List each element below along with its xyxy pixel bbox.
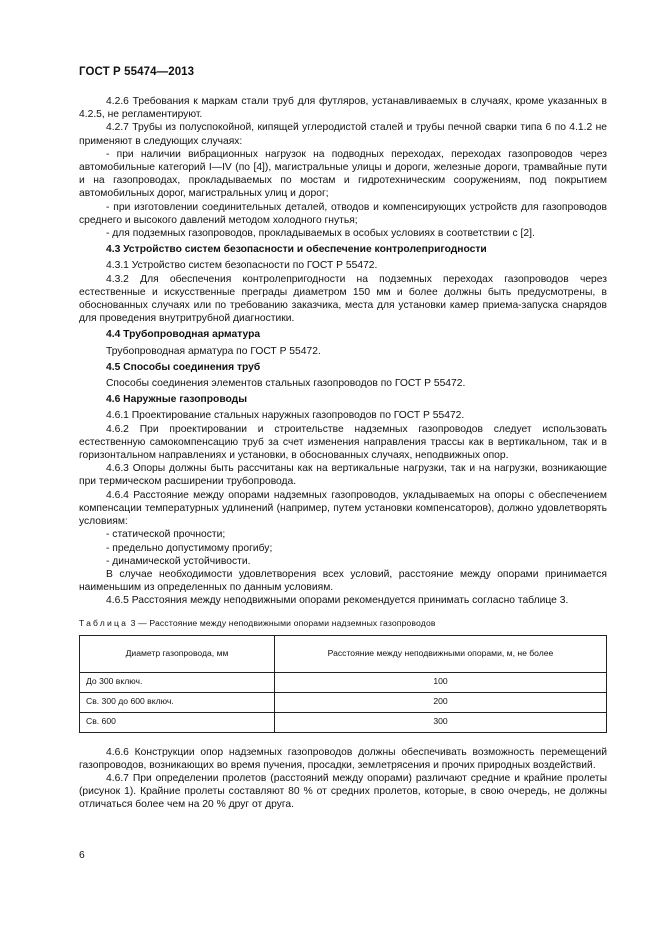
table-row <box>80 692 607 712</box>
table-row <box>80 672 607 692</box>
document-body <box>79 95 607 812</box>
column-header-diameter: Диаметр газопровода, мм <box>80 635 275 672</box>
table-cell-diameter: До 300 включ. <box>80 672 275 692</box>
page-number: 6 <box>79 850 85 861</box>
list-item: - предельно допустимому прогибу; <box>106 542 273 554</box>
supports-distance-table <box>79 635 607 733</box>
paragraph-4-6-1: 4.6.1 Проектирование стальных наружных газопроводов по ГОСТ Р 55472. <box>106 410 465 422</box>
paragraph-4-6-6: 4.6.6 Конструкции опор надземных газопроводов должны обеспечивать возможность перемещений газопроводов, возникающих во время пучения, просадки, землетрясения и прочих природных воздействий. <box>79 746 607 771</box>
table-cell-distance: 200 <box>275 692 607 712</box>
table-header-row <box>80 635 607 672</box>
section-heading-4-3: 4.3 Устройство систем безопасности и обеспечение контролепригодности <box>106 244 487 256</box>
list-item: - для подземных газопроводов, прокладываемых в особых условиях в соответствии с [2]. <box>106 228 535 240</box>
list-item: - динамической устойчивости. <box>106 555 251 567</box>
table-caption-prefix: Таблица <box>79 617 129 628</box>
section-heading-4-5: 4.5 Способы соединения труб <box>106 361 261 373</box>
list-item: - статической прочности; <box>106 529 226 541</box>
paragraph-4-6-2: 4.6.2 При проектировании и строительстве надземных газопроводов следует использовать естественную самокомпенсацию труб за счет изменения направления трассы как в вертикальном, так и в горизонтальном направлениях и установки, в обоснованных случаях, неподвижных опор. <box>79 423 607 462</box>
page-header: ГОСТ Р 55474—2013 <box>79 66 195 78</box>
paragraph-conditions: В случае необходимости удовлетворения всех условий, расстояние между опорами принимается наименьшим из определенных по данным условиям. <box>79 568 607 594</box>
after-table-section <box>79 746 607 812</box>
paragraph-4-6-3: 4.6.3 Опоры должны быть рассчитаны как на вертикальные нагрузки, так и на нагрузки, возникающие при термическом расширении трубопровода. <box>79 463 607 488</box>
paragraph-4-2-7: 4.2.7 Трубы из полуспокойной, кипящей углеродистой сталей и трубы печной сварки типа 6 по 4.1.2 не применяют в следующих случаях: <box>79 122 607 147</box>
list-item: - при наличии вибрационных нагрузок на подводных переходах, переходах газопроводов через автомобильные категорий I—IV (по [4]), магистральные улицы и дороги, железные дороги, трамвайные пути и на газопроводах, прокладываемых по мостам и гидротехническим сооружениям, под покрытием автомобильных дорог, магистральных улиц и дорог; <box>79 148 607 200</box>
list-item: - при изготовлении соединительных деталей, отводов и компенсирующих устройств для газопроводов среднего и высокого давлений методом холодного гнутья; <box>79 201 607 226</box>
table-caption <box>79 618 607 629</box>
section-heading-4-6: 4.6 Наружные газопроводы <box>106 394 248 406</box>
table-cell-distance: 300 <box>275 712 607 732</box>
table-row <box>80 712 607 732</box>
table-cell-distance: 100 <box>275 672 607 692</box>
table-cell-diameter: Св. 300 до 600 включ. <box>80 692 275 712</box>
paragraph-4-6-7: 4.6.7 При определении пролетов (расстояний между опорами) различают средние и крайние пролеты (рисунок 1). Крайние пролеты составляют 80 % от средних пролетов, которые, в свою очередь, не должны отличаться более чем на 20 % друг от друга. <box>79 772 607 811</box>
table-caption-text: 3 — Расстояние между неподвижными опорами надземных газопроводов <box>130 617 436 628</box>
column-header-distance: Расстояние между неподвижными опорами, м, не более <box>275 635 607 672</box>
paragraph-4-6-5: 4.6.5 Расстояния между неподвижными опорами рекомендуется принимать согласно таблице 3. <box>106 595 569 607</box>
table-cell-diameter: Св. 600 <box>80 712 275 732</box>
paragraph-4-4-text: Трубопроводная арматура по ГОСТ Р 55472. <box>106 345 321 357</box>
paragraph-4-3-2: 4.3.2 Для обеспечения контролепригодности на подземных переходах газопроводов через естественные и искусственные преграды диаметром 150 мм и более должны быть предусмотрены, в обоснованных случаях или по требованию заказчика, места для установки камер приема-запуска снарядов для проведения внутритрубной диагностики. <box>79 273 607 325</box>
paragraph-4-2-6: 4.2.6 Требования к маркам стали труб для футляров, устанавливаемых в случаях, кроме указанных в 4.2.5, не регламентируют. <box>79 96 607 121</box>
section-heading-4-4: 4.4 Трубопроводная арматура <box>106 329 261 341</box>
paragraph-4-3-1: 4.3.1 Устройство систем безопасности по ГОСТ Р 55472. <box>106 260 378 272</box>
paragraph-4-6-4: 4.6.4 Расстояние между опорами надземных газопроводов, укладываемых на опоры с обеспечением компенсации температурных удлинений (например, путем установки компенсаторов), должно удовлетворять условиям: <box>79 489 607 528</box>
paragraph-4-5-text: Способы соединения элементов стальных газопроводов по ГОСТ Р 55472. <box>106 378 466 390</box>
